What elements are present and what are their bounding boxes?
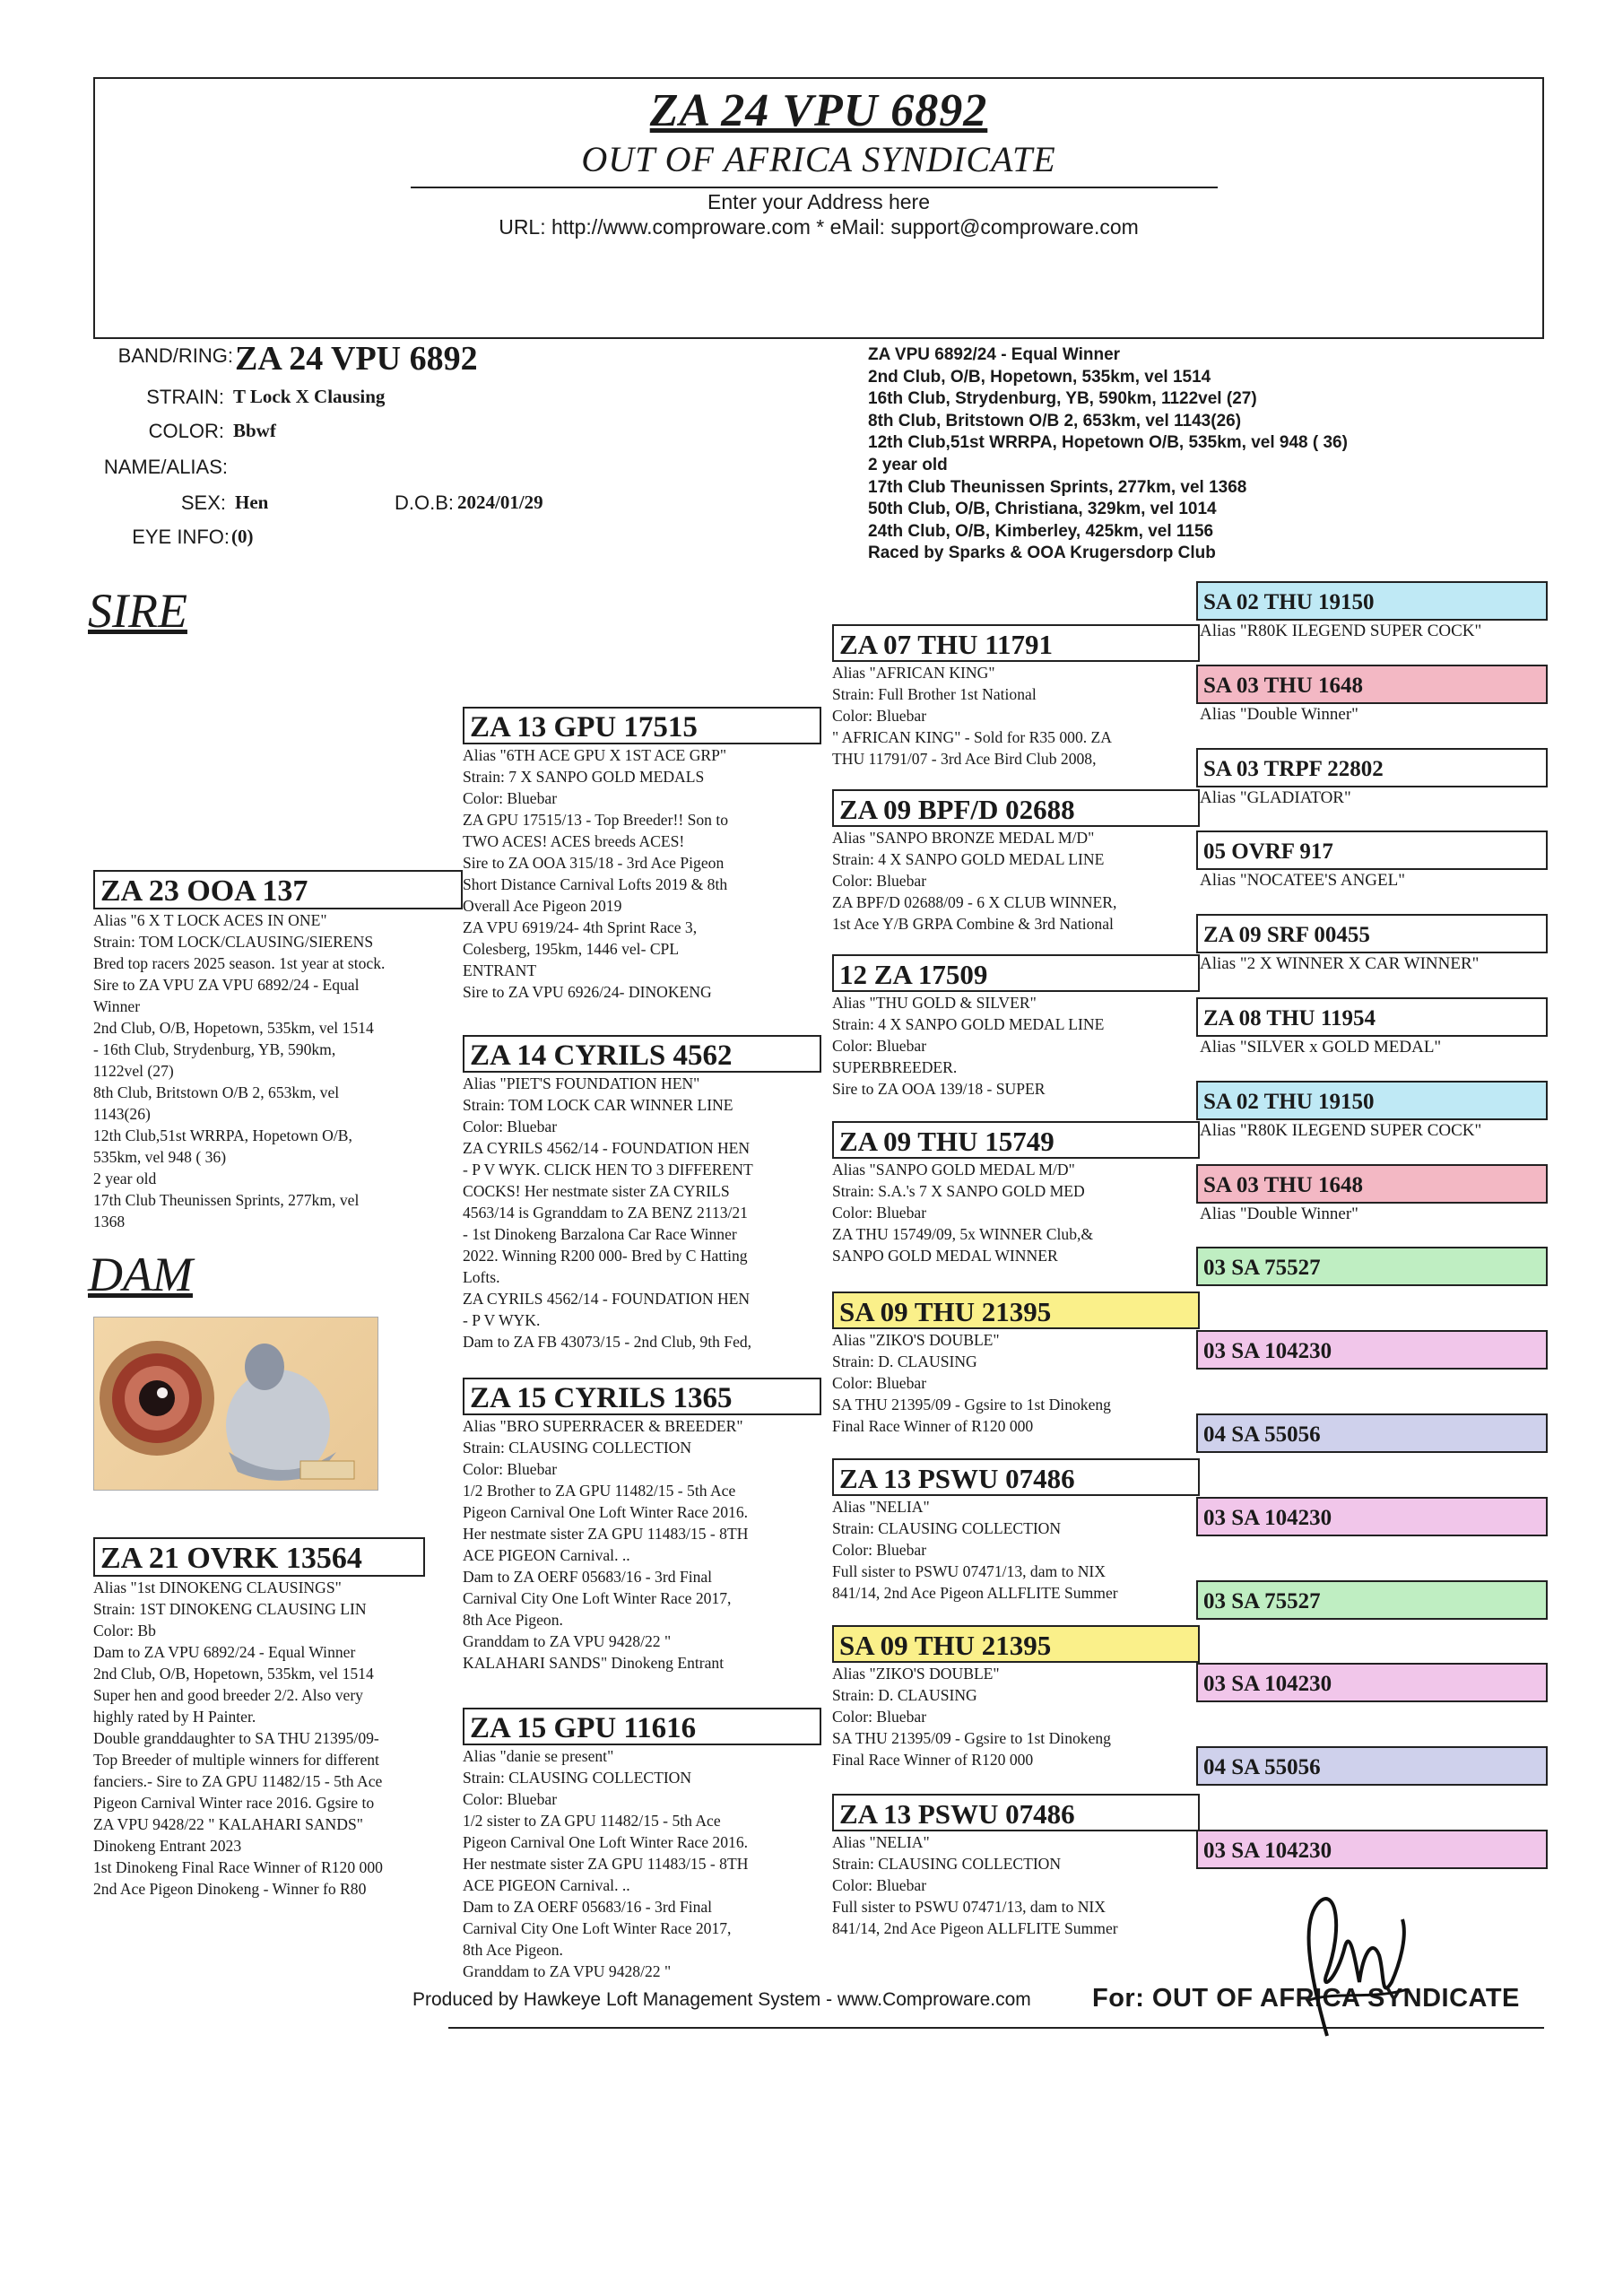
sire-card [93,870,463,1232]
great-grandparent-detail-line: Full sister to PSWU 07471/13, dam to NIX [832,1562,1106,1580]
grandparent-detail-line: Sire to ZA VPU 6926/24- DINOKENG [463,983,712,1001]
sire-detail-line: 2 year old [93,1170,157,1187]
great-grandparent-detail-line: " AFRICAN KING" - Sold for R35 000. ZA [832,728,1112,746]
great-grandparent-detail-line: Final Race Winner of R120 000 [832,1751,1034,1769]
gg-grandparent-ring: 03 SA 104230 [1196,1330,1548,1370]
great-grandparent-detail-line: Color: Bluebar [832,1876,927,1894]
grandparent-detail-line: ACE PIGEON Carnival. .. [463,1876,630,1894]
gg-grandparent-alias: Alias "SILVER x GOLD MEDAL" [1200,1038,1442,1057]
header-ring-title: ZA 24 VPU 6892 [649,85,988,136]
grandparent-detail-line: ENTRANT [463,961,537,979]
great-grandparent-details [832,1329,1200,1437]
great-grandparent-card [832,954,1200,1100]
gg-grandparent-card [1196,1663,1548,1702]
great-grandparent-detail-line: Alias "SANPO BRONZE MEDAL M/D" [832,829,1095,847]
dam-detail-line: 1st Dinokeng Final Race Winner of R120 000 [93,1858,383,1876]
grandparent-detail-line: Carnival City One Loft Winter Race 2017, [463,1919,732,1937]
grandparent-detail-line: Strain: 7 X SANPO GOLD MEDALS [463,768,705,786]
great-grandparent-detail-line: Alias "ZIKO'S DOUBLE" [832,1331,1000,1349]
great-grandparent-detail-line: ZA BPF/D 02688/09 - 6 X CLUB WINNER, [832,893,1117,911]
great-grandparent-detail-line: Alias "SANPO GOLD MEDAL M/D" [832,1161,1075,1178]
grandparent-details [463,1073,821,1352]
gg-grandparent-ring: 03 SA 104230 [1196,1830,1548,1869]
grandparent-detail-line: 1/2 Brother to ZA GPU 11482/15 - 5th Ace [463,1482,736,1500]
great-grandparent-details [832,1159,1200,1266]
grandparent-card [463,1378,821,1674]
great-grandparent-detail-line: ZA THU 15749/09, 5x WINNER Club,& [832,1225,1094,1243]
great-grandparent-detail-line: Strain: D. CLAUSING [832,1686,977,1704]
sire-detail-line: 1143(26) [93,1105,151,1123]
great-grandparent-detail-line: Strain: D. CLAUSING [832,1352,977,1370]
sire-details [93,909,463,1232]
grandparent-detail-line: 8th Ace Pigeon. [463,1941,563,1959]
great-grandparent-detail-line: Color: Bluebar [832,707,927,725]
sire-detail-line: 535km, vel 948 ( 36) [93,1148,227,1166]
grandparent-detail-line: Colesberg, 195km, 1446 vel- CPL [463,940,680,958]
grandparent-detail-line: Color: Bluebar [463,789,558,807]
sire-detail-line: 8th Club, Britstown O/B 2, 653km, vel [93,1083,340,1101]
dob-value: 2024/01/29 [457,491,543,513]
grandparent-detail-line: Short Distance Carnival Lofts 2019 & 8th [463,875,728,893]
grandparent-detail-line: - 1st Dinokeng Barzalona Car Race Winner [463,1225,737,1243]
gg-grandparent-alias: Alias "Double Winner" [1200,704,1358,724]
grandparent-detail-line: Lofts. [463,1268,500,1286]
color-label: COLOR: [148,420,224,442]
grandparent-detail-line: Sire to ZA OOA 315/18 - 3rd Ace Pigeon [463,854,725,872]
great-grandparent-detail-line: SA THU 21395/09 - Ggsire to 1st Dinokeng [832,1396,1111,1413]
grandparent-detail-line: ZA CYRILS 4562/14 - FOUNDATION HEN [463,1139,751,1157]
great-grandparent-detail-line: 1st Ace Y/B GRPA Combine & 3rd National [832,915,1114,933]
pigeon-illustration [94,1318,378,1491]
great-grandparent-detail-line: 841/14, 2nd Ace Pigeon ALLFLITE Summer [832,1919,1118,1937]
grandparent-detail-line: Alias "BRO SUPERRACER & BREEDER" [463,1417,743,1435]
race-results [868,344,1348,565]
grandparent-detail-line: Strain: TOM LOCK CAR WINNER LINE [463,1096,733,1114]
great-grandparent-card [832,1121,1200,1266]
dam-detail-line: Strain: 1ST DINOKENG CLAUSING LIN [93,1600,367,1618]
grandparent-ring: ZA 14 CYRILS 4562 [463,1035,821,1073]
strain-value: T Lock X Clausing [233,386,386,407]
great-grandparent-card [832,1458,1200,1604]
gg-grandparent-alias: Alias "NOCATEE'S ANGEL" [1200,871,1405,891]
great-grandparent-detail-line: Color: Bluebar [832,872,927,890]
grandparent-detail-line: 2022. Winning R200 000- Bred by C Hatting [463,1247,748,1265]
grandparent-detail-line: Strain: CLAUSING COLLECTION [463,1769,692,1787]
grandparent-detail-line: Alias "6TH ACE GPU X 1ST ACE GRP" [463,746,727,764]
dam-detail-line: Super hen and good breeder 2/2. Also very [93,1686,363,1704]
gg-grandparent-ring: ZA 09 SRF 00455 [1196,914,1548,953]
result-line: ZA VPU 6892/24 - Equal Winner [868,345,1121,364]
gg-grandparent-card [1196,1830,1548,1869]
great-grandparent-detail-line: SA THU 21395/09 - Ggsire to 1st Dinokeng [832,1729,1111,1747]
sire-detail-line: - 16th Club, Strydenburg, YB, 590km, [93,1040,336,1058]
result-line: 2nd Club, O/B, Hopetown, 535km, vel 1514 [868,367,1211,387]
grandparent-detail-line: Her nestmate sister ZA GPU 11483/15 - 8TH [463,1855,749,1873]
gg-grandparent-card [1196,1164,1548,1225]
dam-detail-line: Color: Bb [93,1622,156,1639]
sire-detail-line: 17th Club Theunissen Sprints, 277km, vel [93,1191,360,1209]
great-grandparent-detail-line: Color: Bluebar [832,1037,927,1055]
grandparent-detail-line: Color: Bluebar [463,1118,558,1135]
grandparent-card [463,707,821,1003]
gg-grandparent-ring: 05 OVRF 917 [1196,831,1548,870]
gg-grandparent-card [1196,831,1548,891]
grandparent-card [463,1035,821,1352]
great-grandparent-details [832,1663,1200,1770]
grandparent-detail-line: Alias "PIET'S FOUNDATION HEN" [463,1074,700,1092]
great-grandparent-details [832,992,1200,1100]
dam-detail-line: 2nd Club, O/B, Hopetown, 535km, vel 1514 [93,1665,374,1683]
gg-grandparent-ring: SA 03 TRPF 22802 [1196,748,1548,787]
gg-grandparent-ring: SA 02 THU 19150 [1196,1081,1548,1120]
great-grandparent-card [832,1292,1200,1437]
gg-grandparent-alias: Alias "2 X WINNER X CAR WINNER" [1200,954,1480,974]
grandparent-details [463,1745,821,1982]
gg-grandparent-card [1196,1497,1548,1536]
great-grandparent-detail-line: Final Race Winner of R120 000 [832,1417,1034,1435]
great-grandparent-detail-line: Color: Bluebar [832,1708,927,1726]
grandparent-details [463,1415,821,1674]
great-grandparent-details [832,662,1200,770]
gg-grandparent-ring: 04 SA 55056 [1196,1413,1548,1453]
great-grandparent-card [832,1625,1200,1770]
great-grandparent-detail-line: SANPO GOLD MEDAL WINNER [832,1247,1058,1265]
gg-grandparent-ring: ZA 08 THU 11954 [1196,997,1548,1037]
sire-detail-line: 1122vel (27) [93,1062,174,1080]
color-value: Bbwf [233,420,276,441]
great-grandparent-detail-line: Strain: 4 X SANPO GOLD MEDAL LINE [832,850,1105,868]
great-grandparent-detail-line: 841/14, 2nd Ace Pigeon ALLFLITE Summer [832,1584,1118,1602]
dam-detail-line: ZA VPU 9428/22 " KALAHARI SANDS" [93,1815,363,1833]
great-grandparent-ring: ZA 13 PSWU 07486 [832,1458,1200,1496]
sire-detail-line: Sire to ZA VPU ZA VPU 6892/24 - Equal [93,976,360,994]
grandparent-ring: ZA 15 GPU 11616 [463,1708,821,1745]
gg-grandparent-card [1196,997,1548,1058]
great-grandparent-detail-line: THU 11791/07 - 3rd Ace Bird Club 2008, [832,750,1097,768]
great-grandparent-detail-line: Full sister to PSWU 07471/13, dam to NIX [832,1898,1106,1916]
gg-grandparent-alias: Alias "Double Winner" [1200,1204,1358,1223]
great-grandparent-ring: ZA 13 PSWU 07486 [832,1794,1200,1831]
gg-grandparent-card [1196,665,1548,726]
great-grandparent-detail-line: Sire to ZA OOA 139/18 - SUPER [832,1080,1046,1098]
grandparent-detail-line: Dam to ZA OERF 05683/16 - 3rd Final [463,1568,713,1586]
dam-card [93,1537,425,1900]
gg-grandparent-card [1196,1413,1548,1453]
sire-detail-line: 2nd Club, O/B, Hopetown, 535km, vel 1514 [93,1019,374,1037]
great-grandparent-ring: ZA 09 BPF/D 02688 [832,789,1200,827]
great-grandparent-details [832,1496,1200,1604]
header-divider [411,187,1218,188]
gg-grandparent-alias: Alias "R80K ILEGEND SUPER COCK" [1200,1120,1482,1140]
great-grandparent-card [832,624,1200,770]
sire-heading: SIRE [88,584,187,638]
grandparent-detail-line: Overall Ace Pigeon 2019 [463,897,622,915]
signature [1273,1866,1417,2045]
dob-label: D.O.B: [394,491,454,514]
sex-value: Hen [235,491,269,513]
eye-value: (0) [231,526,254,547]
gg-grandparent-ring: SA 02 THU 19150 [1196,581,1548,621]
gg-grandparent-ring: SA 03 THU 1648 [1196,1164,1548,1204]
gg-grandparent-card [1196,748,1548,809]
grandparent-detail-line: ACE PIGEON Carnival. .. [463,1546,630,1564]
grandparent-detail-line: TWO ACES! ACES breeds ACES! [463,832,685,850]
gg-grandparent-ring: 03 SA 75527 [1196,1580,1548,1620]
sire-detail-line: 1368 [93,1213,126,1231]
great-grandparent-ring: SA 09 THU 21395 [832,1625,1200,1663]
dam-detail-line: Dinokeng Entrant 2023 [93,1837,242,1855]
grandparent-detail-line: Color: Bluebar [463,1460,558,1478]
great-grandparent-detail-line: Color: Bluebar [832,1541,927,1559]
great-grandparent-detail-line: Strain: Full Brother 1st National [832,685,1037,703]
gg-grandparent-alias: Alias "R80K ILEGEND SUPER COCK" [1200,622,1482,640]
great-grandparent-ring: ZA 07 THU 11791 [832,624,1200,662]
great-grandparent-ring: ZA 09 THU 15749 [832,1121,1200,1159]
grandparent-details [463,744,821,1003]
gg-grandparent-ring: 04 SA 55056 [1196,1746,1548,1786]
result-line: 16th Club, Strydenburg, YB, 590km, 1122vel (27) [868,389,1257,409]
grandparent-detail-line: ZA VPU 6919/24- 4th Sprint Race 3, [463,918,698,936]
grandparent-detail-line: Dam to ZA FB 43073/15 - 2nd Club, 9th Fed, [463,1333,752,1351]
grandparent-detail-line: Color: Bluebar [463,1790,558,1808]
grandparent-detail-line: ZA GPU 17515/13 - Top Breeder!! Son to [463,811,729,829]
dam-detail-line: 2nd Ace Pigeon Dinokeng - Winner fo R80 [93,1880,367,1898]
grandparent-ring: ZA 13 GPU 17515 [463,707,821,744]
gg-grandparent-card [1196,1081,1548,1142]
sire-detail-line: Winner [93,997,141,1015]
dam-detail-line: Alias "1st DINOKENG CLAUSINGS" [93,1578,342,1596]
great-grandparent-detail-line: Strain: CLAUSING COLLECTION [832,1519,1062,1537]
gg-grandparent-card [1196,914,1548,975]
great-grandparent-detail-line: Color: Bluebar [832,1204,927,1222]
grandparent-detail-line: Dam to ZA OERF 05683/16 - 3rd Final [463,1898,713,1916]
band-value: ZA 24 VPU 6892 [235,340,478,378]
great-grandparent-ring: SA 09 THU 21395 [832,1292,1200,1329]
grandparent-detail-line: Pigeon Carnival One Loft Winter Race 2016. [463,1503,749,1521]
great-grandparent-ring: 12 ZA 17509 [832,954,1200,992]
grandparent-detail-line: 8th Ace Pigeon. [463,1611,563,1629]
for-owner: For: OUT OF AFRICA SYNDICATE [1092,1984,1520,2013]
result-line: 50th Club, O/B, Christiana, 329km, vel 1014 [868,500,1217,519]
result-line: 17th Club Theunissen Sprints, 277km, vel 1368 [868,477,1247,497]
gg-grandparent-card [1196,1247,1548,1286]
great-grandparent-detail-line: Alias "AFRICAN KING" [832,664,995,682]
grandparent-detail-line: Pigeon Carnival One Loft Winter Race 2016. [463,1833,749,1851]
dam-detail-line: Pigeon Carnival Winter race 2016. Ggsire to [93,1794,375,1812]
strain-label: STRAIN: [146,386,224,408]
great-grandparent-details [832,827,1200,935]
dam-detail-line: Dam to ZA VPU 6892/24 - Equal Winner [93,1643,356,1661]
grandparent-detail-line: Strain: CLAUSING COLLECTION [463,1439,692,1457]
dam-detail-line: highly rated by H Painter. [93,1708,256,1726]
sire-ring: ZA 23 OOA 137 [93,870,463,909]
grandparent-detail-line: Carnival City One Loft Winter Race 2017, [463,1589,732,1607]
result-line: 2 year old [868,455,948,474]
gg-grandparent-ring: 03 SA 104230 [1196,1663,1548,1702]
grandparent-ring: ZA 15 CYRILS 1365 [463,1378,821,1415]
grandparent-detail-line: - P V WYK. CLICK HEN TO 3 DIFFERENT [463,1161,753,1178]
great-grandparent-detail-line: Alias "NELIA" [832,1833,930,1851]
result-line: Raced by Sparks & OOA Krugersdorp Club [868,544,1216,563]
alias-label: NAME/ALIAS: [103,456,228,478]
sire-detail-line: 12th Club,51st WRRPA, Hopetown O/B, [93,1126,352,1144]
great-grandparent-details [832,1831,1200,1939]
grandparent-detail-line: 1/2 sister to ZA GPU 11482/15 - 5th Ace [463,1812,721,1830]
header-url-line: URL: http://www.comproware.com * eMail: support@comproware.com [499,215,1139,239]
grandparent-detail-line: COCKS! Her nestmate sister ZA CYRILS [463,1182,730,1200]
result-line: 12th Club,51st WRRPA, Hopetown O/B, 535km, vel 948 ( 36) [868,433,1348,453]
dam-detail-line: Double granddaughter to SA THU 21395/09- [93,1729,379,1747]
great-grandparent-detail-line: Strain: S.A.'s 7 X SANPO GOLD MED [832,1182,1085,1200]
grandparent-detail-line: Granddam to ZA VPU 9428/22 " [463,1962,672,1980]
produced-by: Produced by Hawkeye Loft Management System - www.Comproware.com [412,1989,1031,2010]
gg-grandparent-ring: 03 SA 75527 [1196,1247,1548,1286]
grandparent-detail-line: KALAHARI SANDS" Dinokeng Entrant [463,1654,725,1672]
grandparent-detail-line: ZA CYRILS 4562/14 - FOUNDATION HEN [463,1290,751,1308]
gg-grandparent-card [1196,581,1548,642]
great-grandparent-card [832,789,1200,935]
pigeon-photo [93,1317,378,1491]
sire-detail-line: Strain: TOM LOCK/CLAUSING/SIERENS [93,933,374,951]
grandparent-detail-line: 4563/14 is Ggranddam to ZA BENZ 2113/21 [463,1204,748,1222]
great-grandparent-detail-line: Alias "NELIA" [832,1498,930,1516]
dam-details [93,1577,425,1900]
header-box [93,77,1544,339]
sire-detail-line: Bred top racers 2025 season. 1st year at stock. [93,954,386,972]
great-grandparent-detail-line: Alias "THU GOLD & SILVER" [832,994,1037,1012]
grandparent-detail-line: - P V WYK. [463,1311,541,1329]
gg-grandparent-card [1196,1330,1548,1370]
great-grandparent-detail-line: Strain: CLAUSING COLLECTION [832,1855,1062,1873]
sex-label: SEX: [180,491,226,514]
header-address: Enter your Address here [707,190,931,213]
grandparent-detail-line: Her nestmate sister ZA GPU 11483/15 - 8TH [463,1525,749,1543]
great-grandparent-card [832,1794,1200,1939]
gg-grandparent-alias: Alias "GLADIATOR" [1200,787,1351,807]
gg-grandparent-ring: 03 SA 104230 [1196,1497,1548,1536]
great-grandparent-detail-line: SUPERBREEDER. [832,1058,958,1076]
eye-label: EYE INFO: [132,526,230,548]
gg-grandparent-card [1196,1580,1548,1620]
result-line: 24th Club, O/B, Kimberley, 425km, vel 1156 [868,521,1214,541]
great-grandparent-detail-line: Alias "ZIKO'S DOUBLE" [832,1665,1000,1683]
gg-grandparent-ring: SA 03 THU 1648 [1196,665,1548,704]
band-label: BAND/RING: [117,344,233,367]
gg-grandparent-card [1196,1746,1548,1786]
dam-detail-line: fanciers.- Sire to ZA GPU 11482/15 - 5th Ace [93,1772,383,1790]
dam-ring: ZA 21 OVRK 13564 [93,1537,425,1577]
great-grandparent-detail-line: Color: Bluebar [832,1374,927,1392]
sire-detail-line: Alias "6 X T LOCK ACES IN ONE" [93,911,327,929]
grandparent-card [463,1708,821,1982]
grandparent-detail-line: Granddam to ZA VPU 9428/22 " [463,1632,672,1650]
dam-detail-line: Top Breeder of multiple winners for different [93,1751,379,1769]
dam-heading: DAM [88,1248,193,1301]
result-line: 8th Club, Britstown O/B 2, 653km, vel 1143(26) [868,411,1242,430]
great-grandparent-detail-line: Strain: 4 X SANPO GOLD MEDAL LINE [832,1015,1105,1033]
grandparent-detail-line: Alias "danie se present" [463,1747,614,1765]
header-owner: OUT OF AFRICA SYNDICATE [581,139,1056,179]
